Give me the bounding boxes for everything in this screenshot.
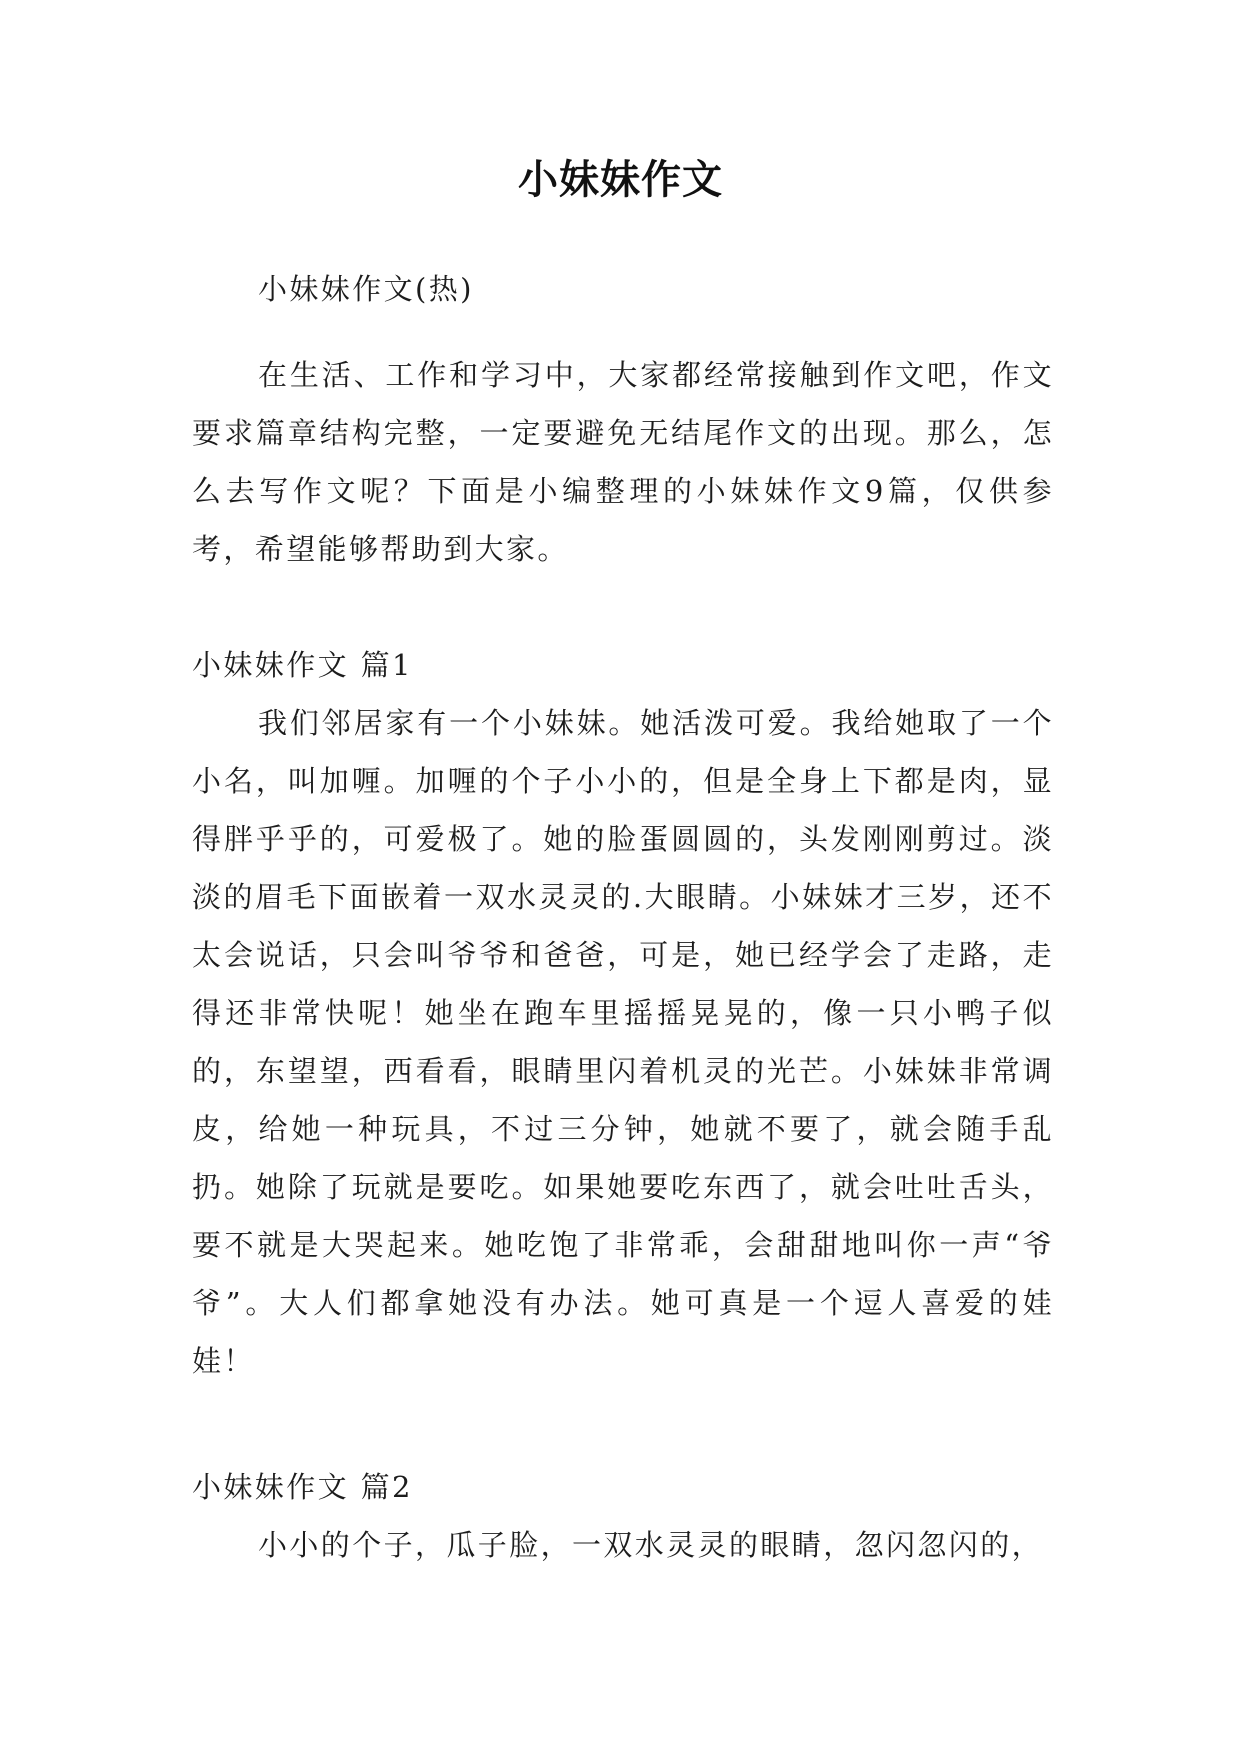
section-body-1: 我们邻居家有一个小妹妹。她活泼可爱。我给她取了一个小名，叫加喱。加喱的个子小小的，但是全身上下都是肉，显得胖乎乎的，可爱极了。她的脸蛋圆圆的，头发刚刚剪过。淡淡的眉毛下面嵌着一双水灵灵的.大眼睛。小妹妹才三岁，还不太会说话，只会叫爷爷和爸爸，可是，她已经学会了走路，走得还非常快呢！她坐在跑车里摇摇晃晃的，像一只小鸭子似的，东望望，西看看，眼睛里闪着机灵的光芒。小妹妹非常调皮，给她一种玩具，不过三分钟，她就不要了，就会随手乱扔。她除了玩就是要吃。如果她要吃东西了，就会吐吐舌头，要不就是大哭起来。她吃饱了非常乖，会甜甜地叫你一声“爷爷”。大人们都拿她没有办法。她可真是一个逗人喜爱的娃娃！	[192, 706, 1054, 1378]
section-heading-2: 小妹妹作文 篇2	[192, 1470, 413, 1504]
document-title: 小妹妹作文	[518, 156, 723, 203]
document-subtitle: 小妹妹作文(热)	[258, 272, 474, 306]
section-body-2: 小小的个子，瓜子脸，一双水灵灵的眼睛，忽闪忽闪的，	[258, 1528, 1044, 1562]
section-heading-1: 小妹妹作文 篇1	[192, 648, 413, 682]
intro-paragraph: 在生活、工作和学习中，大家都经常接触到作文吧，作文要求篇章结构完整，一定要避免无结尾作文的出现。那么，怎么去写作文呢？下面是小编整理的小妹妹作文9篇，仅供参考，希望能够帮助到大家。	[192, 358, 1054, 566]
